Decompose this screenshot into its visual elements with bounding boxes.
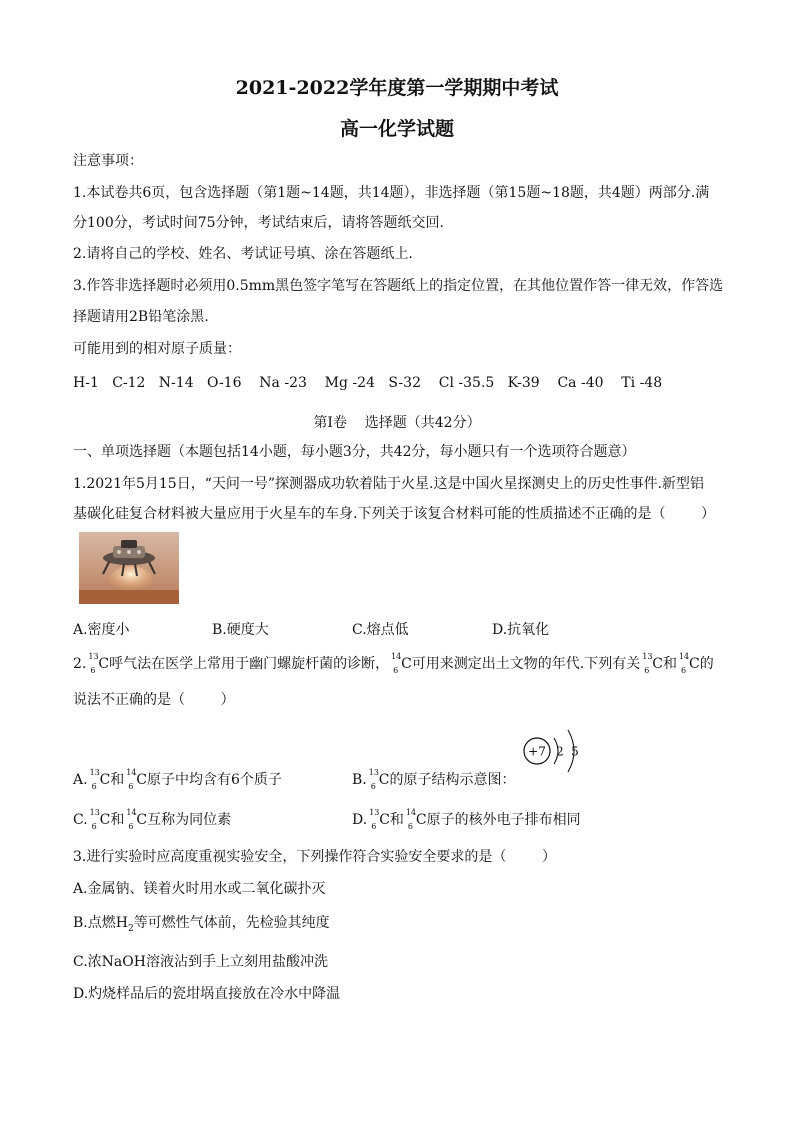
c14-isotope-symbol: 14 6 [391,652,402,675]
atomic-mass-values: H-1 C-12 N-14 O-16 Na -23 Mg -24 S-32 Cl -35.5 K-39 Ca -40 Ti -48 [73,375,663,391]
notice-item-3-line-2: 择题请用2B铅笔涂黑. [73,309,209,325]
q1-option-d: D.抗氧化 [492,622,550,638]
q2-option-c: C. 13 6 C和 14 6 C互称为同位素 [73,808,232,831]
q3-stem: 3.进行实验时应高度重视实验安全，下列操作符合实验安全要求的是（ ） [73,849,556,865]
q2-option-d: D. 13 6 C和 14 6 C原子的核外电子排布相同 [352,808,581,831]
q3-option-b: B.点燃$H_2$等可燃性气体前，先检验其纯度 [73,915,330,934]
q1-stem-line-2: 基碳化硅复合材料被大量应用于火星车的车身.下列关于该复合材料可能的性质描述不正确的是（ ） [73,506,716,522]
q2-option-a: A. 13 6 C和 14 6 C原子中均含有6个质子 [73,768,282,791]
atomic-structure-diagram [520,724,582,778]
notice-item-3-line-1: 3.作答非选择题时必须用0.5mm黑色签字笔写在答题纸上的指定位置，在其他位置作答一律无效，作答选 [73,278,724,294]
q3-option-c: C.浓NaOH溶液沾到手上立刻用盐酸冲洗 [73,954,328,970]
section-intro: 一、单项选择题（本题包括14小题，每小题3分，共42分，每小题只有一个选项符合题意） [73,444,636,460]
q2-stem-line-1: 2. 13 6 C呼气法在医学上常用于幽门螺旋杆菌的诊断， 14 6 C可用来测定出土文物的年代.下列有关 13 6 C和 14 6 C的 [73,652,714,675]
q3-option-d: D.灼烧样品后的瓷坩埚直接放在冷水中降温 [73,986,341,1002]
diagram-shell-1-count: 2 [556,744,564,759]
q3-option-a: A.金属钠、镁着火时用水或二氧化碳扑灭 [73,881,326,897]
exam-title: 2021-2022学年度第一学期期中考试 [235,77,559,99]
c14-isotope-symbol: 14 6 [678,652,690,675]
mars-lander-image [79,532,179,604]
notice-item-2: 2.请将自己的学校、姓名、考试证号填、涂在答题纸上. [73,246,413,262]
q2-stem-line-2: 说法不正确的是（ ） [73,692,235,708]
q1-option-b: B.硬度大 [212,622,269,638]
atomic-mass-heading: 可能用到的相对原子质量： [73,341,241,357]
diagram-nucleus-charge: +7 [528,744,546,759]
notice-item-1-line-2: 分100分，考试时间75分钟，考试结束后，请将答题纸交回. [73,215,444,231]
c13-isotope-symbol: 13 6 [642,652,653,675]
exam-subtitle: 高一化学试题 [339,118,454,140]
notice-heading: 注意事项： [73,153,143,169]
q2-option-b: B. 13 6 C的原子结构示意图： [352,768,516,791]
q1-stem-line-1: 1.2021年5月15日，“天问一号”探测器成功软着陆于火星.这是中国火星探测史上的历史性事件.新型铝 [73,476,704,492]
q2-number: 2. [73,656,87,672]
c13-isotope-symbol: 13 6 [88,652,99,675]
q1-option-c: C.熔点低 [352,622,409,638]
q1-option-a: A.密度小 [73,622,130,638]
section-title: 第Ⅰ卷 选择题（共42分） [313,415,481,431]
diagram-shell-2-count: 5 [571,744,579,759]
notice-item-1-line-1: 1.本试卷共6页，包含选择题（第1题~14题，共14题），非选择题（第15题~18题，共4题）两部分.满 [73,185,710,201]
